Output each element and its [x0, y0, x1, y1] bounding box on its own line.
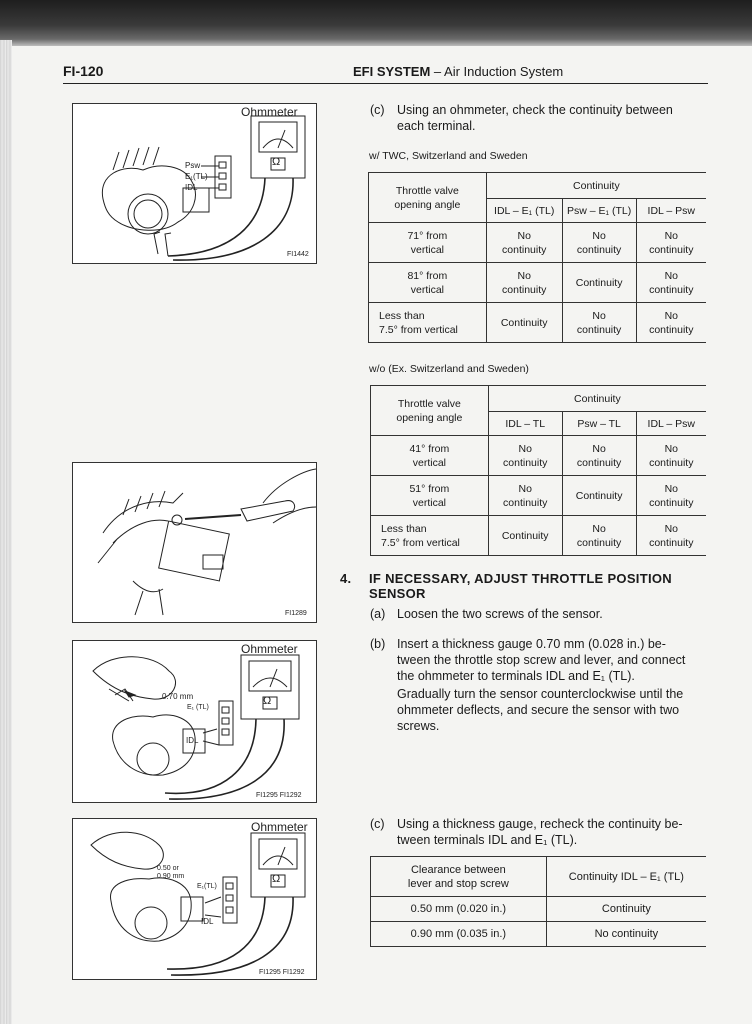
ohm-symbol: Ω	[272, 873, 281, 885]
table2-header-angle: Throttle valve opening angle	[371, 386, 489, 436]
figure-code: FI1295 FI1292	[259, 969, 305, 976]
recheck-illustration	[73, 819, 316, 979]
ohm-symbol: Ω	[263, 695, 272, 707]
table-row: 41° from vertical No continuity No continuity No continuity	[371, 436, 707, 476]
step-a-letter: (a)	[370, 607, 386, 621]
gauge-options-label-b: 0.90 mm	[157, 873, 185, 880]
section-number: 4.	[340, 571, 352, 586]
table3-header-continuity: Continuity IDL – E₁ (TL)	[546, 857, 706, 897]
figure-code: FI1289	[285, 610, 307, 617]
gauge-ohmmeter-illustration	[73, 641, 316, 802]
table3-header-clearance: Clearance between lever and stop screw	[371, 857, 547, 897]
step-b-letter: (b)	[370, 637, 386, 651]
table2-header-continuity: Continuity	[488, 386, 706, 412]
ohmmeter-label: Ohmmeter	[241, 642, 298, 656]
clearance-continuity-table	[370, 856, 706, 947]
ohm-symbol: Ω	[272, 156, 281, 168]
e1-tl-terminal-label: E₁(TL)	[185, 172, 208, 181]
continuity-table-non-twc	[370, 385, 706, 556]
system-title: EFI SYSTEM	[353, 64, 431, 79]
step-c2-line1: Using a thickness gauge, recheck the continuity be-	[397, 817, 683, 831]
step-c1-line1: Using an ohmmeter, check the continuity between	[397, 103, 673, 117]
psw-terminal-label: Psw	[185, 161, 201, 170]
table1-col-3: IDL – Psw	[636, 199, 706, 223]
step-b-line5: ohmmeter deflects, and secure the sensor with two	[397, 703, 680, 717]
step-a-line1: Loosen the two screws of the sensor.	[397, 607, 603, 621]
ohmmeter-label: Ohmmeter	[251, 820, 308, 834]
continuity-table-twc	[368, 172, 706, 343]
step-b-line6: screws.	[397, 719, 440, 733]
page-title	[353, 64, 563, 79]
page-header	[63, 63, 708, 84]
table-row: Less than 7.5° from vertical Continuity No continuity No continuity	[371, 516, 707, 556]
section-title-line2: SENSOR	[369, 586, 426, 601]
step-c2-letter: (c)	[370, 817, 385, 831]
table2-col-3: IDL – Psw	[636, 412, 706, 436]
gauge-options-label-a: 0.50 or	[157, 865, 179, 872]
table-row: Less than 7.5° from vertical Continuity No continuity No continuity	[369, 303, 707, 343]
step-b-line3: the ohmmeter to terminals IDL and E₁ (TL).	[397, 669, 635, 683]
table-row: 71° from vertical No continuity No continuity No continuity	[369, 223, 707, 263]
table1-col-2: Psw – E₁ (TL)	[562, 199, 636, 223]
table2-col-2: Psw – TL	[562, 412, 636, 436]
section-title-line1: IF NECESSARY, ADJUST THROTTLE POSITION	[369, 571, 672, 586]
step-b-line4: Gradually turn the sensor counterclockwise until the	[397, 687, 684, 701]
table2-caption: w/o (Ex. Switzerland and Sweden)	[369, 363, 529, 375]
table1-caption: w/ TWC, Switzerland and Sweden	[369, 150, 528, 162]
idl-terminal-label: IDL	[201, 917, 214, 926]
page-number: FI-120	[63, 63, 104, 79]
figure-recheck-gauge	[72, 818, 317, 980]
step-c1-letter: (c)	[370, 103, 385, 117]
subsystem-title: – Air Induction System	[430, 64, 564, 79]
figure-gauge-adjust	[72, 640, 317, 803]
gauge-thickness-label: 0.70 mm	[162, 692, 194, 701]
scan-binding-edge	[0, 40, 12, 1024]
figure-ohmmeter-test	[72, 103, 317, 264]
step-b-line1: Insert a thickness gauge 0.70 mm (0.028 in.) be-	[397, 637, 666, 651]
scan-top-edge	[0, 0, 752, 46]
e1-tl-terminal-label: E₁ (TL)	[187, 704, 209, 711]
e1-tl-terminal-label: E₁(TL)	[197, 883, 217, 890]
screwdriver-illustration	[73, 463, 316, 622]
step-c1-line2: each terminal.	[397, 119, 476, 133]
figure-loosen-screws	[72, 462, 317, 623]
table1-header-continuity: Continuity	[486, 173, 706, 199]
figure-code: FI1295 FI1292	[256, 792, 302, 799]
step-c2-line2: tween terminals IDL and E₁ (TL).	[397, 833, 578, 847]
table-row: 0.90 mm (0.035 in.) No continuity	[371, 922, 707, 947]
table-row: 0.50 mm (0.020 in.) Continuity	[371, 897, 707, 922]
idl-terminal-label: IDL	[185, 183, 198, 192]
table1-header-angle: Throttle valve opening angle	[369, 173, 487, 223]
table2-col-1: IDL – TL	[488, 412, 562, 436]
step-b-line2: tween the throttle stop screw and lever, and connect	[397, 653, 686, 667]
table-row: 81° from vertical No continuity Continuity No continuity	[369, 263, 707, 303]
ohmmeter-label: Ohmmeter	[241, 105, 298, 119]
table1-col-1: IDL – E₁ (TL)	[486, 199, 562, 223]
table-row: 51° from vertical No continuity Continuity No continuity	[371, 476, 707, 516]
figure-code: FI1442	[287, 251, 309, 258]
idl-terminal-label: IDL	[186, 736, 199, 745]
